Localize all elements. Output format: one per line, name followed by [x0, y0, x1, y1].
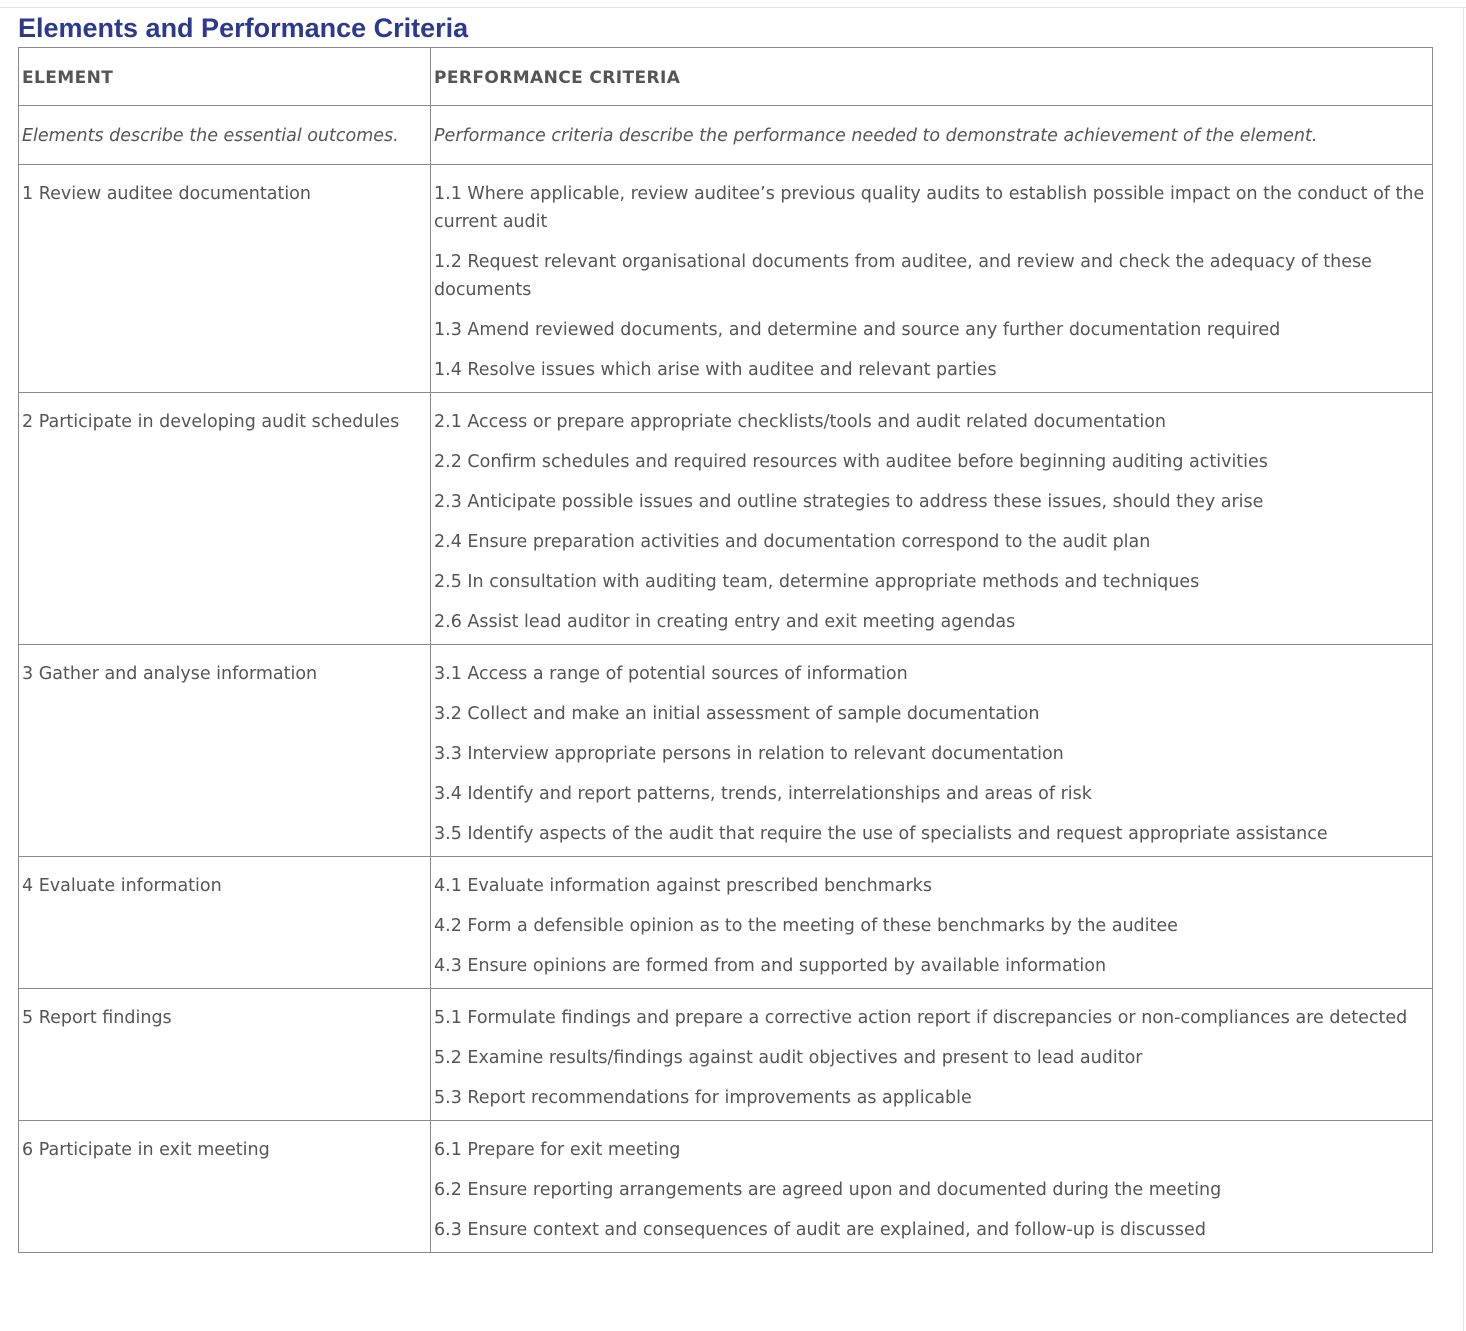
elements-criteria-table [18, 47, 1433, 1253]
criteria-cell [431, 165, 1433, 393]
element-name: 4 Evaluate information [22, 876, 222, 896]
criteria-item: 3.2 Collect and make an initial assessment of sample documentation [434, 704, 1040, 724]
criteria-item: 3.1 Access a range of potential sources of information [434, 664, 908, 684]
element-cell [19, 645, 431, 857]
header-element: ELEMENT [19, 48, 431, 106]
criteria-item: 2.3 Anticipate possible issues and outline strategies to address these issues, should they arise [434, 492, 1264, 512]
element-description: Elements describe the essential outcomes. [19, 106, 431, 165]
criteria-cell [431, 1121, 1433, 1253]
element-name: 5 Report findings [22, 1008, 172, 1028]
criteria-list [434, 660, 1430, 848]
criteria-cell [431, 989, 1433, 1121]
table-row [19, 989, 1433, 1121]
criteria-item: 2.1 Access or prepare appropriate checklists/tools and audit related documentation [434, 412, 1166, 432]
criteria-cell [431, 393, 1433, 645]
criteria-item: 3.3 Interview appropriate persons in relation to relevant documentation [434, 744, 1064, 764]
criteria-description: Performance criteria describe the performance needed to demonstrate achievement of the element. [431, 106, 1433, 165]
criteria-item: 1.2 Request relevant organisational documents from auditee, and review and check the adequacy of these documents [434, 252, 1372, 300]
right-divider [1463, 7, 1464, 1331]
top-divider [0, 7, 1466, 8]
criteria-item: 6.3 Ensure context and consequences of audit are explained, and follow-up is discussed [434, 1220, 1206, 1240]
table-row [19, 393, 1433, 645]
criteria-item: 2.2 Confirm schedules and required resources with auditee before beginning auditing activities [434, 452, 1268, 472]
criteria-item: 6.2 Ensure reporting arrangements are agreed upon and documented during the meeting [434, 1180, 1222, 1200]
criteria-list [434, 180, 1430, 384]
element-cell [19, 165, 431, 393]
page-title: Elements and Performance Criteria [18, 13, 469, 43]
element-cell [19, 989, 431, 1121]
criteria-item: 1.1 Where applicable, review auditee’s previous quality audits to establish possible impact on the conduct of the current audit [434, 184, 1425, 232]
criteria-item: 1.4 Resolve issues which arise with auditee and relevant parties [434, 360, 997, 380]
criteria-item: 3.4 Identify and report patterns, trends, interrelationships and areas of risk [434, 784, 1092, 804]
criteria-item: 2.5 In consultation with auditing team, determine appropriate methods and techniques [434, 572, 1200, 592]
element-name: 2 Participate in developing audit schedules [22, 412, 400, 432]
criteria-list [434, 872, 1430, 980]
element-name: 1 Review auditee documentation [22, 184, 311, 204]
element-name: 3 Gather and analyse information [22, 664, 318, 684]
criteria-list [434, 408, 1430, 636]
criteria-cell [431, 857, 1433, 989]
description-row [19, 106, 1433, 165]
table-row [19, 645, 1433, 857]
table-row [19, 165, 1433, 393]
table-row [19, 1121, 1433, 1253]
table-row [19, 857, 1433, 989]
criteria-item: 4.2 Form a defensible opinion as to the meeting of these benchmarks by the auditee [434, 916, 1178, 936]
element-cell [19, 393, 431, 645]
criteria-item: 5.3 Report recommendations for improvements as applicable [434, 1088, 972, 1108]
header-performance-criteria: PERFORMANCE CRITERIA [431, 48, 1433, 106]
criteria-item: 6.1 Prepare for exit meeting [434, 1140, 681, 1160]
criteria-item: 2.4 Ensure preparation activities and documentation correspond to the audit plan [434, 532, 1151, 552]
criteria-item: 1.3 Amend reviewed documents, and determine and source any further documentation required [434, 320, 1281, 340]
criteria-item: 5.2 Examine results/findings against audit objectives and present to lead auditor [434, 1048, 1143, 1068]
element-name: 6 Participate in exit meeting [22, 1140, 270, 1160]
criteria-item: 4.1 Evaluate information against prescribed benchmarks [434, 876, 932, 896]
criteria-item: 2.6 Assist lead auditor in creating entry and exit meeting agendas [434, 612, 1016, 632]
criteria-item: 5.1 Formulate findings and prepare a corrective action report if discrepancies or non-compliances are detected [434, 1008, 1408, 1028]
criteria-cell [431, 645, 1433, 857]
criteria-item: 3.5 Identify aspects of the audit that require the use of specialists and request appropriate assistance [434, 824, 1328, 844]
criteria-item: 4.3 Ensure opinions are formed from and supported by available information [434, 956, 1107, 976]
criteria-list [434, 1136, 1430, 1244]
criteria-list [434, 1004, 1430, 1112]
element-cell [19, 1121, 431, 1253]
element-cell [19, 857, 431, 989]
table-header-row [19, 48, 1433, 106]
